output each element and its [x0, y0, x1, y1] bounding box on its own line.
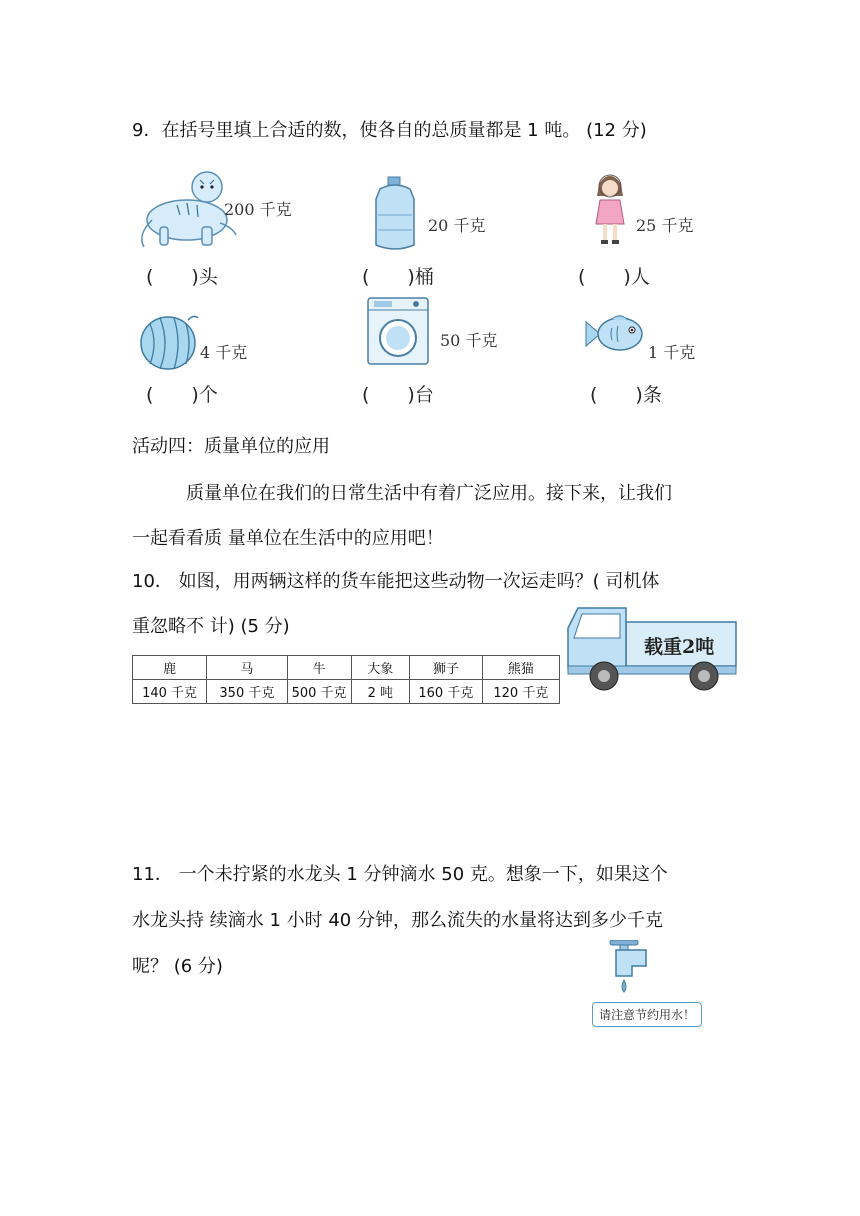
table-cell: 120 千克	[482, 680, 559, 704]
table-header-row	[133, 656, 560, 680]
table-header-cell: 熊猫	[482, 656, 559, 680]
blank-girl-count[interactable]: ( )人	[578, 266, 650, 288]
q9-prompt: 9．在括号里填上合适的数，使各自的总质量都是 1 吨。 (12 分)	[132, 120, 647, 141]
watermelon-icon	[138, 310, 202, 372]
item-weight-label: 20 千克	[428, 216, 486, 235]
activity-title: 活动四：质量单位的应用	[132, 436, 330, 457]
table-cell: 350 千克	[207, 680, 287, 704]
table-header-cell: 大象	[351, 656, 410, 680]
q11-prompt-line2: 水龙头持 续滴水 1 小时 40 分钟，那么流失的水量将达到多少千克	[132, 910, 663, 931]
table-row	[133, 680, 560, 704]
table-header-cell: 狮子	[410, 656, 483, 680]
table-cell: 140 千克	[133, 680, 207, 704]
item-weight-label: 25 千克	[636, 216, 694, 235]
fish-icon	[582, 310, 646, 360]
table-header-cell: 马	[207, 656, 287, 680]
washing-machine-icon	[366, 296, 432, 368]
activity-paragraph-line2: 一起看看质 量单位在生活中的应用吧！	[132, 528, 444, 549]
table-cell: 2 吨	[351, 680, 410, 704]
blank-watermelon-count[interactable]: ( )个	[146, 384, 218, 406]
item-weight-label: 4 千克	[200, 343, 248, 362]
blank-tiger-count[interactable]: ( )头	[146, 266, 218, 288]
truck-load-sign: 载重2吨	[644, 636, 715, 658]
blank-bucket-count[interactable]: ( )桶	[362, 266, 434, 288]
blank-fish-count[interactable]: ( )条	[590, 384, 662, 406]
activity-paragraph-line1: 质量单位在我们的日常生活中有着广泛应用。接下来，让我们	[186, 483, 672, 504]
q10-prompt-line1: 10． 如图，用两辆这样的货车能把这些动物一次运走吗？( 司机体	[132, 571, 660, 592]
animal-weight-table	[132, 655, 560, 704]
save-water-note: 请注意节约用水！	[592, 1002, 702, 1027]
q11-prompt-line1: 11． 一个未拧紧的水龙头 1 分钟滴水 50 克。想象一下，如果这个	[132, 864, 668, 885]
table-header-cell: 鹿	[133, 656, 207, 680]
table-cell: 160 千克	[410, 680, 483, 704]
water-bucket-icon	[370, 175, 420, 253]
table-cell: 500 千克	[287, 680, 351, 704]
table-header-cell: 牛	[287, 656, 351, 680]
item-weight-label: 200 千克	[224, 200, 292, 219]
blank-washer-count[interactable]: ( )台	[362, 384, 434, 406]
girl-icon	[590, 170, 630, 248]
item-weight-label: 50 千克	[440, 331, 498, 350]
item-weight-label: 1 千克	[648, 343, 696, 362]
faucet-icon	[596, 940, 656, 996]
q10-prompt-line2: 重忽略不 计) (5 分)	[132, 616, 290, 637]
q11-prompt-line3: 呢？ (6 分)	[132, 956, 223, 977]
